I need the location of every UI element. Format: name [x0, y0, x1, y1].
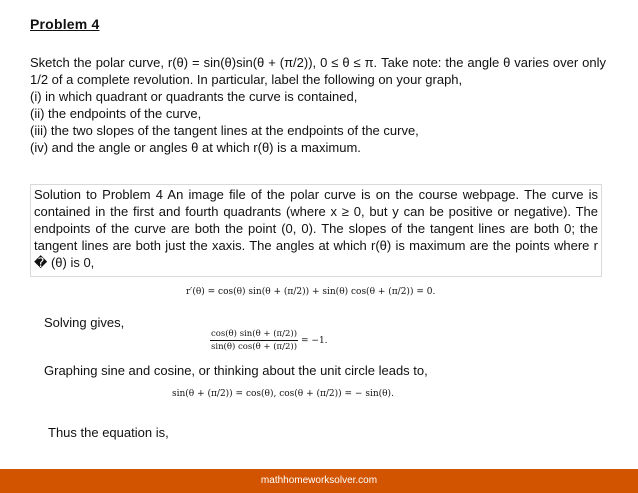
- footer-url[interactable]: mathhomeworksolver.com: [260, 475, 378, 486]
- thus-note: Thus the equation is,: [48, 425, 169, 440]
- fraction-rhs: = −1.: [301, 335, 328, 346]
- footer-bar: [0, 469, 638, 493]
- replacement-glyph: �: [34, 255, 48, 270]
- solution-box: [30, 184, 602, 277]
- graphing-note: Graphing sine and cosine, or thinking about the unit circle leads to,: [44, 363, 428, 378]
- problem-statement: [30, 54, 606, 156]
- problem-item-iv: (iv) and the angle or angles θ at which r(θ) is a maximum.: [30, 140, 361, 155]
- derivative-equation: r′(θ) = cos(θ) sin(θ + (π/2)) + sin(θ) cos(θ + (π/2)) = 0.: [186, 287, 436, 297]
- problem-item-iii: (iii) the two slopes of the tangent lines at the endpoints of the curve,: [30, 123, 419, 138]
- solution-text-end: (θ) is 0,: [47, 255, 95, 270]
- identity-equation: sin(θ + (π/2)) = cos(θ), cos(θ + (π/2)) = − sin(θ).: [172, 389, 394, 399]
- fraction-equation: [210, 329, 328, 352]
- problem-title: Problem 4: [30, 16, 100, 32]
- problem-item-i: (i) in which quadrant or quadrants the curve is contained,: [30, 89, 358, 104]
- solving-note: Solving gives,: [44, 315, 125, 330]
- problem-item-ii: (ii) the endpoints of the curve,: [30, 106, 202, 121]
- solution-text: Solution to Problem 4 An image file of the polar curve is on the course webpage. The curve is contained in the first and fourth quadrants (where x ≥ 0, but y can be positive or negative). The endpoints of the curve are both the point (0, 0). The slopes of the tangent lines are both 0; the tangent lines are both just the xaxis. The angles at which r(θ) is maximum are the points where r: [34, 187, 598, 253]
- fraction-numerator: cos(θ) sin(θ + (π/2)): [211, 329, 298, 339]
- fraction-denominator: sin(θ) cos(θ + (π/2)): [211, 342, 298, 352]
- problem-intro: Sketch the polar curve, r(θ) = sin(θ)sin(θ + (π/2)), 0 ≤ θ ≤ π. Take note: the angle θ varies over only 1/2 of a complete revolution. In particular, label the following on your graph,: [30, 55, 606, 87]
